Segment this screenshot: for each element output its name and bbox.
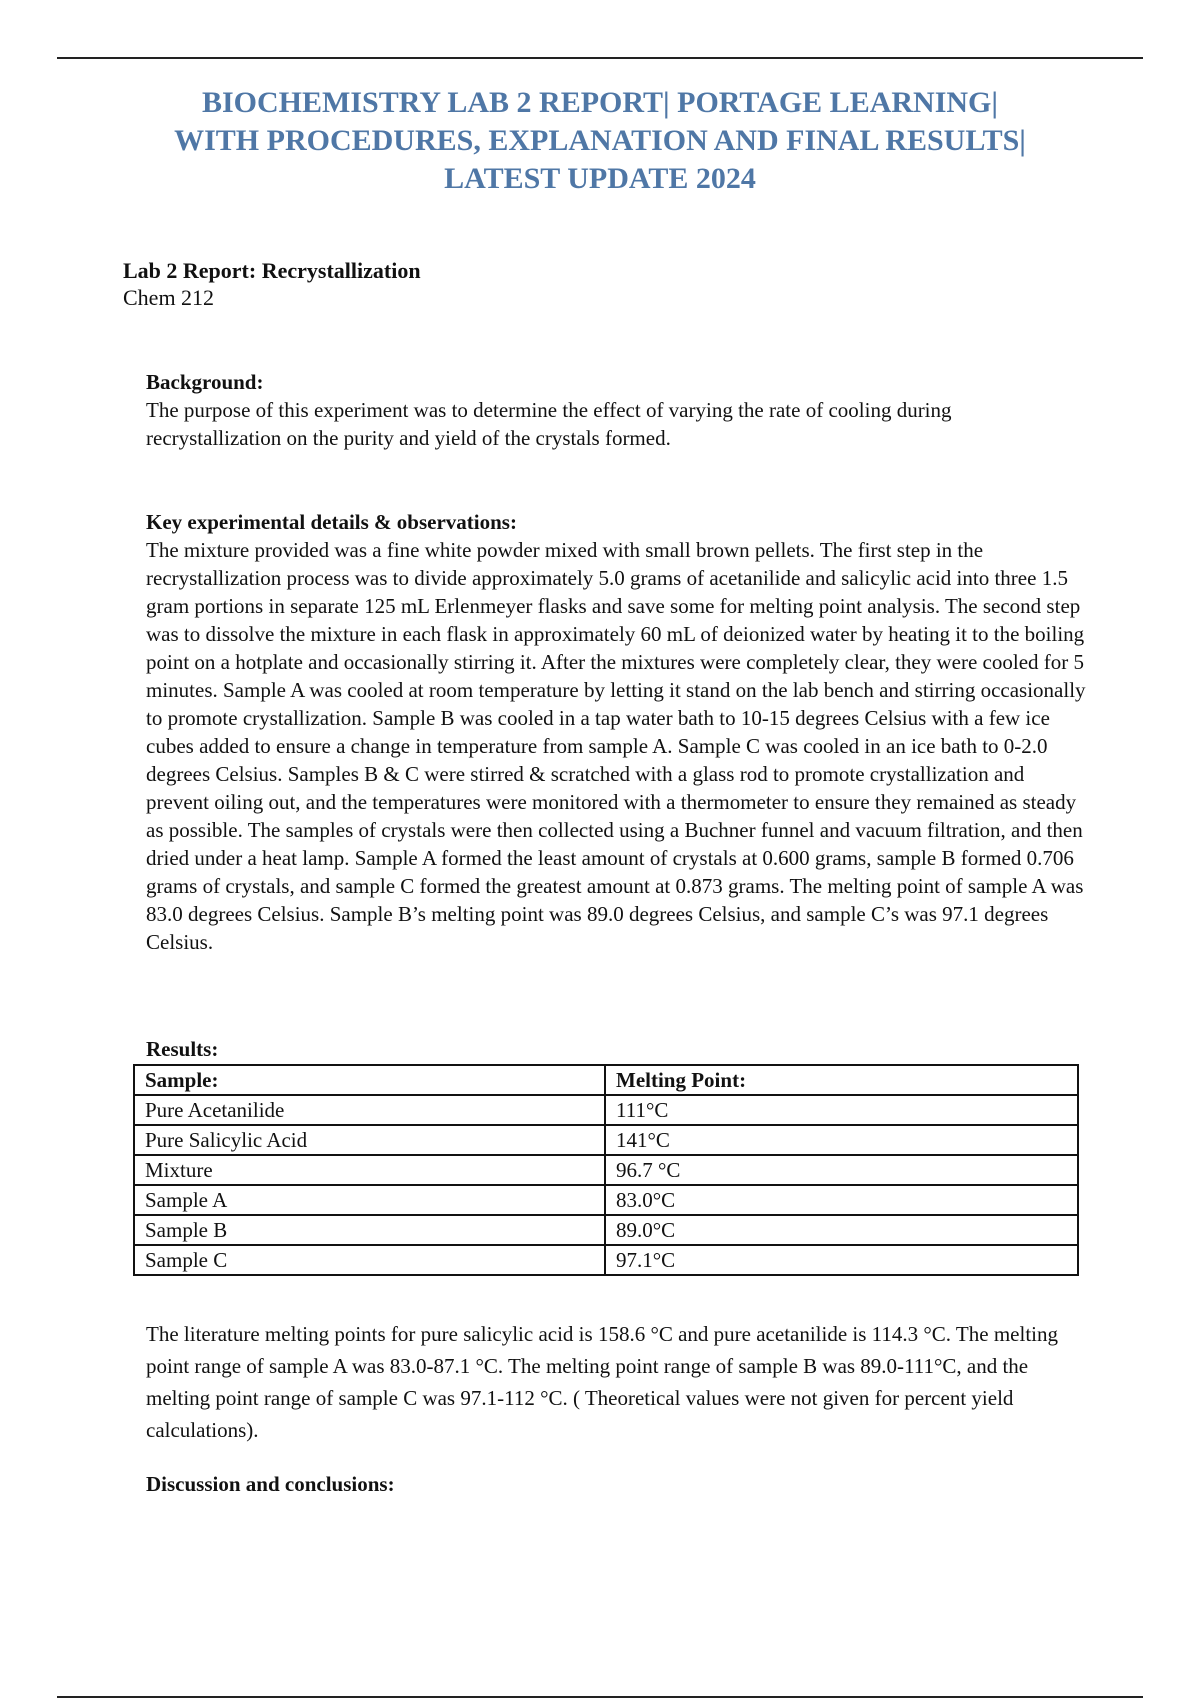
literature-section — [146, 1318, 1086, 1446]
melting-point-cell: 96.7 °C — [605, 1155, 1078, 1185]
header-sample: Sample: — [134, 1065, 605, 1095]
background-heading: Background: — [146, 370, 264, 394]
sample-cell: Pure Salicylic Acid — [134, 1125, 605, 1155]
sample-cell: Mixture — [134, 1155, 605, 1185]
background-text: The purpose of this experiment was to determine the effect of varying the rate of cooling during recrystallization on the purity and yield of the crystals formed. — [146, 398, 952, 450]
table-row — [134, 1125, 1078, 1155]
table-row — [134, 1185, 1078, 1215]
melting-point-cell: 111°C — [605, 1095, 1078, 1125]
melting-point-cell: 97.1°C — [605, 1245, 1078, 1275]
table-header-row — [134, 1065, 1078, 1095]
bottom-rule — [57, 1696, 1143, 1698]
melting-point-cell: 141°C — [605, 1125, 1078, 1155]
title-line: WITH PROCEDURES, EXPLANATION AND FINAL RESULTS| — [174, 124, 1026, 157]
title-line: BIOCHEMISTRY LAB 2 REPORT| PORTAGE LEARNING| — [202, 86, 998, 119]
table-row — [134, 1245, 1078, 1275]
discussion-heading: Discussion and conclusions: — [146, 1472, 395, 1496]
course-name: Chem 212 — [123, 285, 215, 310]
sample-cell: Sample A — [134, 1185, 605, 1215]
melting-point-cell: 83.0°C — [605, 1185, 1078, 1215]
discussion-section — [146, 1470, 1086, 1498]
title-line: LATEST UPDATE 2024 — [444, 162, 756, 195]
header-melting-point: Melting Point: — [605, 1065, 1078, 1095]
literature-text: The literature melting points for pure salicylic acid is 158.6 °C and pure acetanilide is 114.3 °C. The melting point range of sample A was 83.0-87.1 °C. The melting point range of sample B was 89.0-111°C, and the melting point range of sample C was 97.1-112 °C. ( Theoretical values were not given for percent yield calculations). — [146, 1322, 1058, 1442]
table-row — [134, 1095, 1078, 1125]
table-row — [134, 1155, 1078, 1185]
top-rule — [57, 57, 1143, 59]
results-label: Results: — [146, 1037, 219, 1061]
sample-cell: Sample C — [134, 1245, 605, 1275]
key-details-section — [146, 508, 1086, 956]
document-title — [120, 84, 1080, 198]
sample-cell: Sample B — [134, 1215, 605, 1245]
key-details-text: The mixture provided was a fine white powder mixed with small brown pellets. The first step in the recrystallization process was to divide approximately 5.0 grams of acetanilide and salicylic acid into three 1.5 gram portions in separate 125 mL Erlenmeyer flasks and save some for melting point analysis. The second step was to dissolve the mixture in each flask in approximately 60 mL of deionized water by heating it to the boiling point on a hotplate and occasionally stirring it. After the mixtures were completely clear, they were cooled for 5 minutes. Sample A was cooled at room temperature by letting it stand on the lab bench and stirring occasionally to promote crystallization. Sample B was cooled in a tap water bath to 10-15 degrees Celsius with a few ice cubes added to ensure a change in temperature from sample A. Sample C was cooled in an ice bath to 0-2.0 degrees Celsius. Samples B & C were stirred & scratched with a glass rod to promote crystallization and prevent oiling out, and the temperatures were monitored with a thermometer to ensure they remained as steady as possible. The samples of crystals were then collected using a Buchner funnel and vacuum filtration, and then dried under a heat lamp. Sample A formed the least amount of crystals at 0.600 grams, sample B formed 0.706 grams of crystals, and sample C formed the greatest amount at 0.873 grams. The melting point of sample A was 83.0 degrees Celsius. Sample B’s melting point was 89.0 degrees Celsius, and sample C’s was 97.1 degrees Celsius. — [146, 538, 1086, 954]
table-row — [134, 1215, 1078, 1245]
background-section — [146, 368, 1086, 452]
melting-point-cell: 89.0°C — [605, 1215, 1078, 1245]
sample-cell: Pure Acetanilide — [134, 1095, 605, 1125]
key-details-heading: Key experimental details & observations: — [146, 510, 517, 534]
lab-heading: Lab 2 Report: Recrystallization — [123, 258, 421, 283]
results-table — [133, 1064, 1079, 1276]
